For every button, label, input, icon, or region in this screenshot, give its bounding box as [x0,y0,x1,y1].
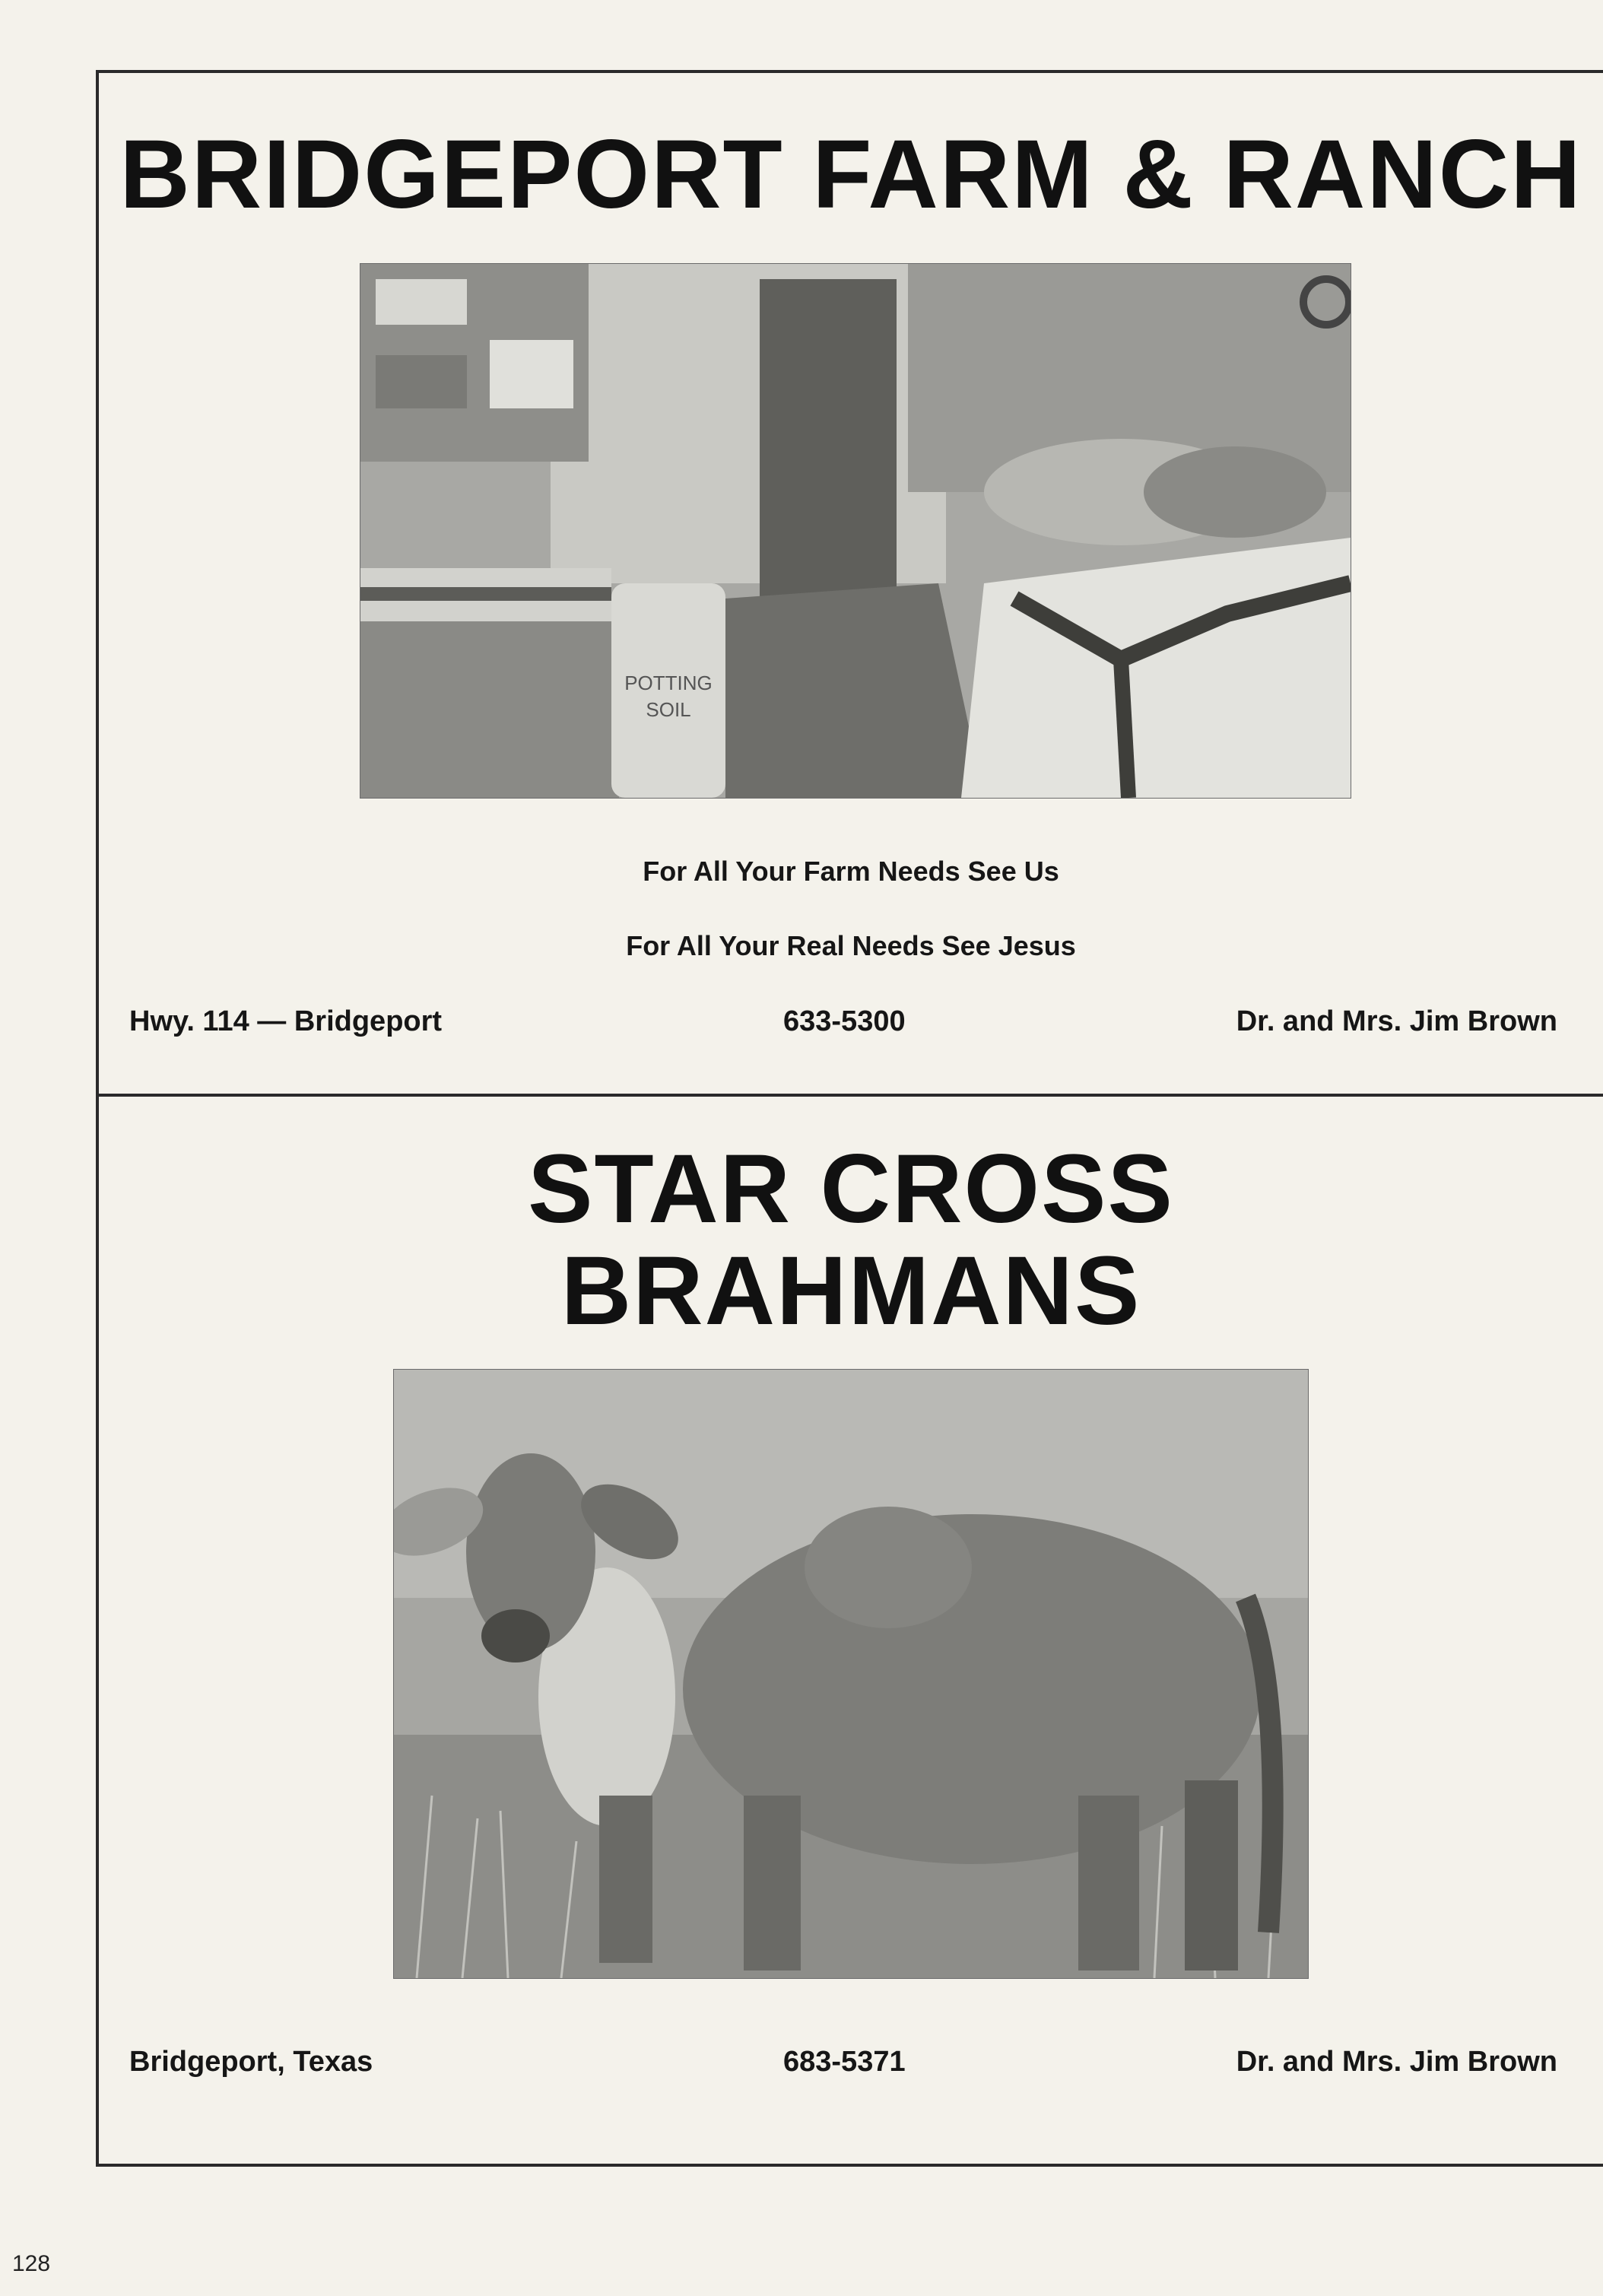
svg-text:SOIL: SOIL [646,698,691,721]
ad-owners: Dr. and Mrs. Jim Brown [1236,2046,1557,2078]
page-number: 128 [12,2251,51,2276]
brahman-cow-photo [393,1369,1309,1979]
ad-headline: BRIDGEPORT FARM & RANCH [119,120,1582,229]
ad-owners: Dr. and Mrs. Jim Brown [1236,1005,1557,1037]
ad-headline-line-2: BRAHMANS [560,1237,1141,1346]
tagline-real-needs: For All Your Real Needs See Jesus [626,930,1076,961]
store-interior-photo [360,263,1351,799]
ad-phone: 633-5300 [783,1005,906,1037]
ad-location: Bridgeport, Texas [129,2046,373,2078]
ad-headline [99,1135,1603,1346]
ad-headline-line-1: STAR CROSS [528,1135,1174,1243]
ad-bridgeport-farm-ranch [99,73,1603,1094]
tagline-farm-needs: For All Your Farm Needs See Us [643,856,1059,887]
ad-star-cross-brahmans [99,1097,1603,2164]
ad-phone: 683-5371 [783,2046,906,2078]
svg-text:POTTING: POTTING [624,672,713,694]
ad-location: Hwy. 114 — Bridgeport [129,1005,443,1037]
